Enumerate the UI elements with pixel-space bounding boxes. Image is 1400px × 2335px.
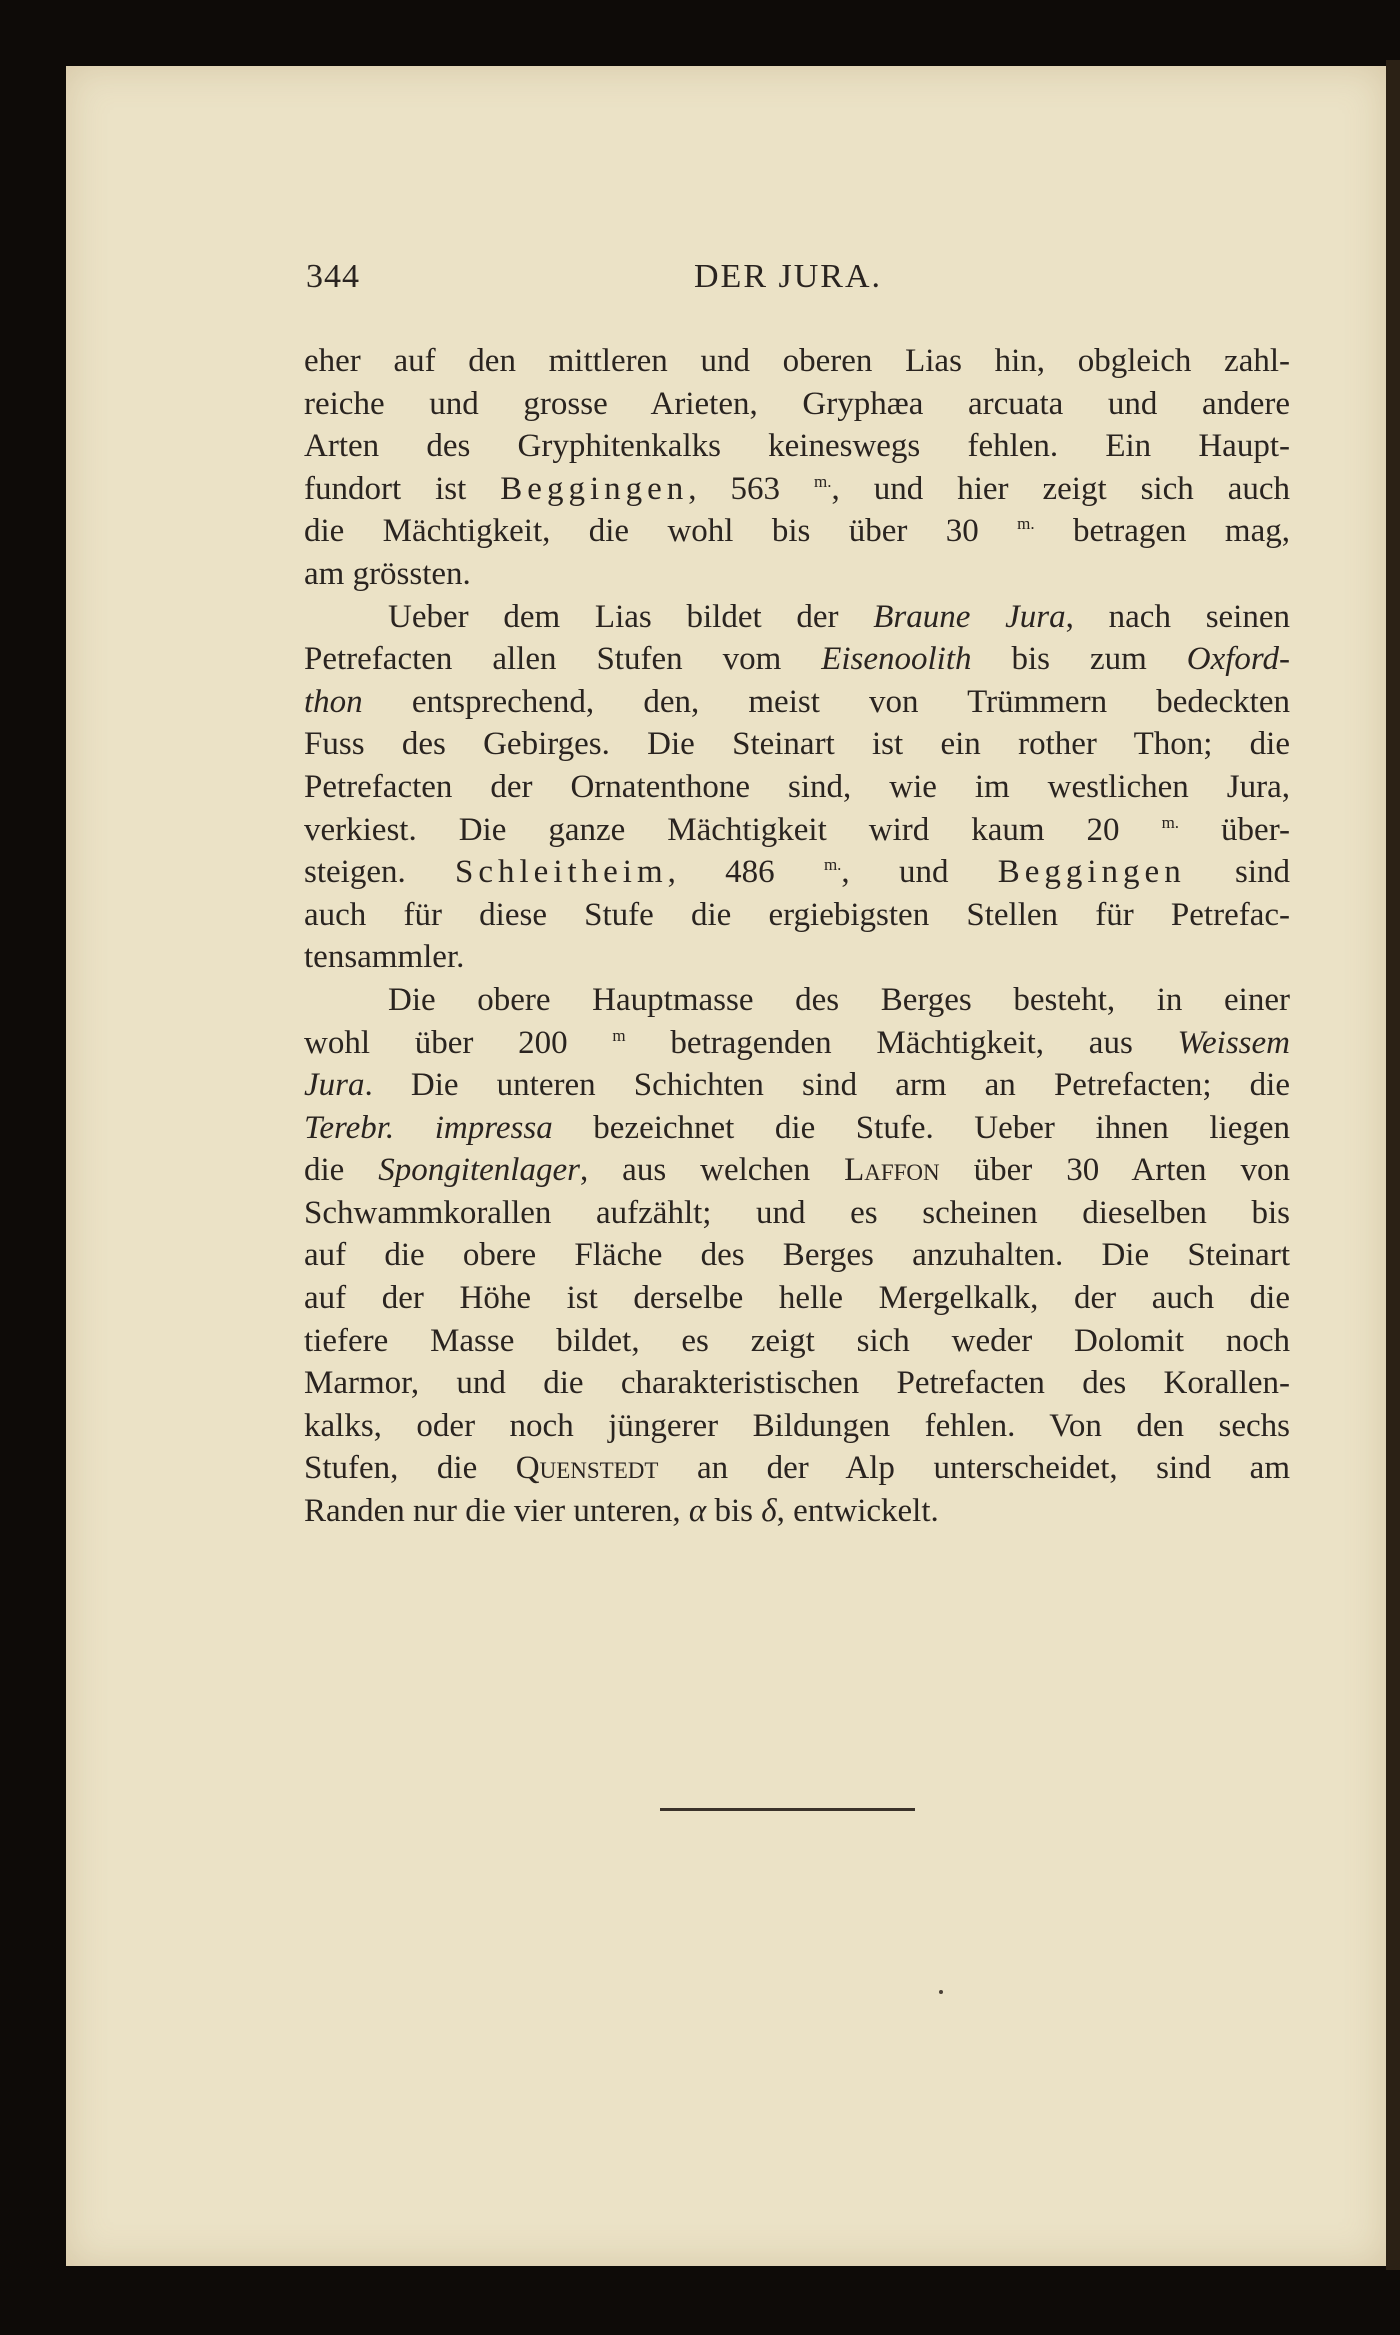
italic-term: δ xyxy=(761,1493,777,1530)
text-run: an der Alp unterscheidet, sind am xyxy=(658,1450,1290,1487)
text-line xyxy=(304,1362,1290,1405)
text-run: wohl über 200 xyxy=(304,1024,613,1061)
text-run: betragen mag, xyxy=(1034,513,1290,550)
text-run: Stufen, die xyxy=(304,1450,516,1487)
place-name: Beggingen xyxy=(997,854,1186,891)
text-run: , nach seinen xyxy=(1065,598,1290,635)
text-run: entsprechend, den, meist von Trümmern bedeckten xyxy=(362,683,1290,720)
page-number: 344 xyxy=(306,258,360,295)
text-run: Marmor, und die charakteristischen Petrefacten des Korallen- xyxy=(304,1365,1290,1402)
text-line xyxy=(304,553,1290,596)
text-line xyxy=(304,510,1290,553)
place-name: Schleitheim xyxy=(455,854,668,891)
text-line xyxy=(304,1107,1290,1150)
unit-superscript: m. xyxy=(1017,514,1035,534)
text-line xyxy=(304,468,1290,511)
text-line xyxy=(304,1277,1290,1320)
italic-term: thon xyxy=(304,683,363,720)
text-run: Petrefacten der Ornatenthone sind, wie im westlichen Jura, xyxy=(304,768,1290,805)
text-run: bis xyxy=(706,1493,762,1530)
text-run: Petrefacten allen Stufen vom xyxy=(304,641,822,678)
running-title: DER JURA. xyxy=(694,258,883,295)
unit-superscript: m. xyxy=(1161,812,1180,832)
text-line xyxy=(304,1234,1290,1277)
text-run: . Die unteren Schichten sind arm an Petrefacten; die xyxy=(364,1067,1290,1104)
unit-superscript: m xyxy=(612,1025,626,1045)
text-run: Arten des Gryphitenkalks keineswegs fehlen. Ein Haupt- xyxy=(304,428,1290,465)
page-edge xyxy=(1386,60,1400,2270)
text-line xyxy=(304,1320,1290,1363)
text-run: , 563 xyxy=(688,470,814,507)
text-line xyxy=(304,681,1290,724)
text-run: am grössten. xyxy=(304,555,471,592)
text-line xyxy=(304,766,1290,809)
section-end-rule xyxy=(660,1808,915,1811)
italic-term: α xyxy=(688,1493,707,1530)
text-run: Die obere Hauptmasse des Berges besteht, in einer xyxy=(388,981,1290,1018)
text-run: über- xyxy=(1179,811,1291,848)
text-run: eher auf den mittleren und oberen Lias hin, obgleich zahl- xyxy=(304,343,1290,379)
text-run: auf der Höhe ist derselbe helle Mergelkalk, der auch die xyxy=(304,1280,1290,1317)
text-line xyxy=(304,425,1290,468)
text-run: tensammler. xyxy=(304,939,465,976)
text-line xyxy=(304,638,1290,681)
author-name: Laffon xyxy=(844,1152,940,1189)
text-line xyxy=(304,894,1290,937)
text-run: , und xyxy=(841,854,998,891)
author-name: Quenstedt xyxy=(515,1450,659,1487)
text-line xyxy=(304,1490,1290,1533)
text-run: auf die obere Fläche des Berges anzuhalten. Die Steinart xyxy=(304,1237,1290,1274)
text-run: Ueber dem Lias bildet der xyxy=(388,598,874,635)
text-run: kalks, oder noch jüngerer Bildungen fehlen. Von den sechs xyxy=(304,1407,1290,1444)
ink-speck xyxy=(939,1990,943,1994)
place-name: Beggingen xyxy=(500,470,689,507)
text-run: , aus welchen xyxy=(579,1152,845,1189)
text-line xyxy=(304,1022,1290,1065)
italic-term: Spongitenlager xyxy=(378,1152,580,1189)
text-run: steigen. xyxy=(304,854,455,891)
text-run: Fuss des Gebirges. Die Steinart ist ein rother Thon; die xyxy=(304,726,1290,763)
text-line xyxy=(304,1192,1290,1235)
text-run: verkiest. Die ganze Mächtigkeit wird kaum 20 xyxy=(304,811,1162,848)
text-line xyxy=(304,809,1290,852)
text-line xyxy=(304,1064,1290,1107)
italic-term: Oxford- xyxy=(1186,641,1290,678)
text-line xyxy=(304,383,1290,426)
text-run: fundort ist xyxy=(304,470,501,507)
text-run: reiche und grosse Arieten, Gryphæa arcuata und andere xyxy=(304,385,1290,422)
text-run: , und hier zeigt sich auch xyxy=(831,470,1291,507)
text-line xyxy=(304,1447,1290,1490)
text-line xyxy=(304,596,1290,639)
body-text xyxy=(304,340,1290,1533)
italic-term: Braune Jura xyxy=(873,598,1066,635)
text-run: , entwickelt. xyxy=(776,1493,939,1530)
text-run: über 30 Arten von xyxy=(939,1152,1290,1189)
unit-superscript: m. xyxy=(814,471,832,491)
text-line xyxy=(304,979,1290,1022)
text-line xyxy=(304,1149,1290,1192)
text-run: bis zum xyxy=(971,641,1187,678)
text-run: Schwammkorallen aufzählt; und es scheinen dieselben bis xyxy=(304,1194,1290,1231)
italic-term: Terebr. impressa xyxy=(304,1109,553,1146)
text-run: , 486 xyxy=(667,854,824,891)
italic-term: Eisenoolith xyxy=(821,641,972,678)
text-run: sind xyxy=(1185,854,1290,891)
text-run: bezeichnet die Stufe. Ueber ihnen liegen xyxy=(552,1109,1291,1146)
text-run: Randen nur die vier unteren, xyxy=(304,1493,689,1530)
text-line xyxy=(304,1405,1290,1448)
text-run: betragenden Mächtigkeit, aus xyxy=(625,1024,1178,1061)
text-run: tiefere Masse bildet, es zeigt sich weder Dolomit noch xyxy=(304,1322,1290,1359)
italic-term: Jura xyxy=(304,1067,365,1104)
italic-term: Weissem xyxy=(1177,1024,1290,1061)
text-run: die Mächtigkeit, die wohl bis über 30 xyxy=(304,513,1018,550)
text-run: die xyxy=(304,1152,379,1189)
unit-superscript: m. xyxy=(823,855,842,875)
text-line xyxy=(304,340,1290,383)
text-line xyxy=(304,936,1290,979)
text-run: auch für diese Stufe die ergiebigsten Stellen für Petrefac- xyxy=(304,896,1290,933)
text-line xyxy=(304,851,1290,894)
text-line xyxy=(304,723,1290,766)
